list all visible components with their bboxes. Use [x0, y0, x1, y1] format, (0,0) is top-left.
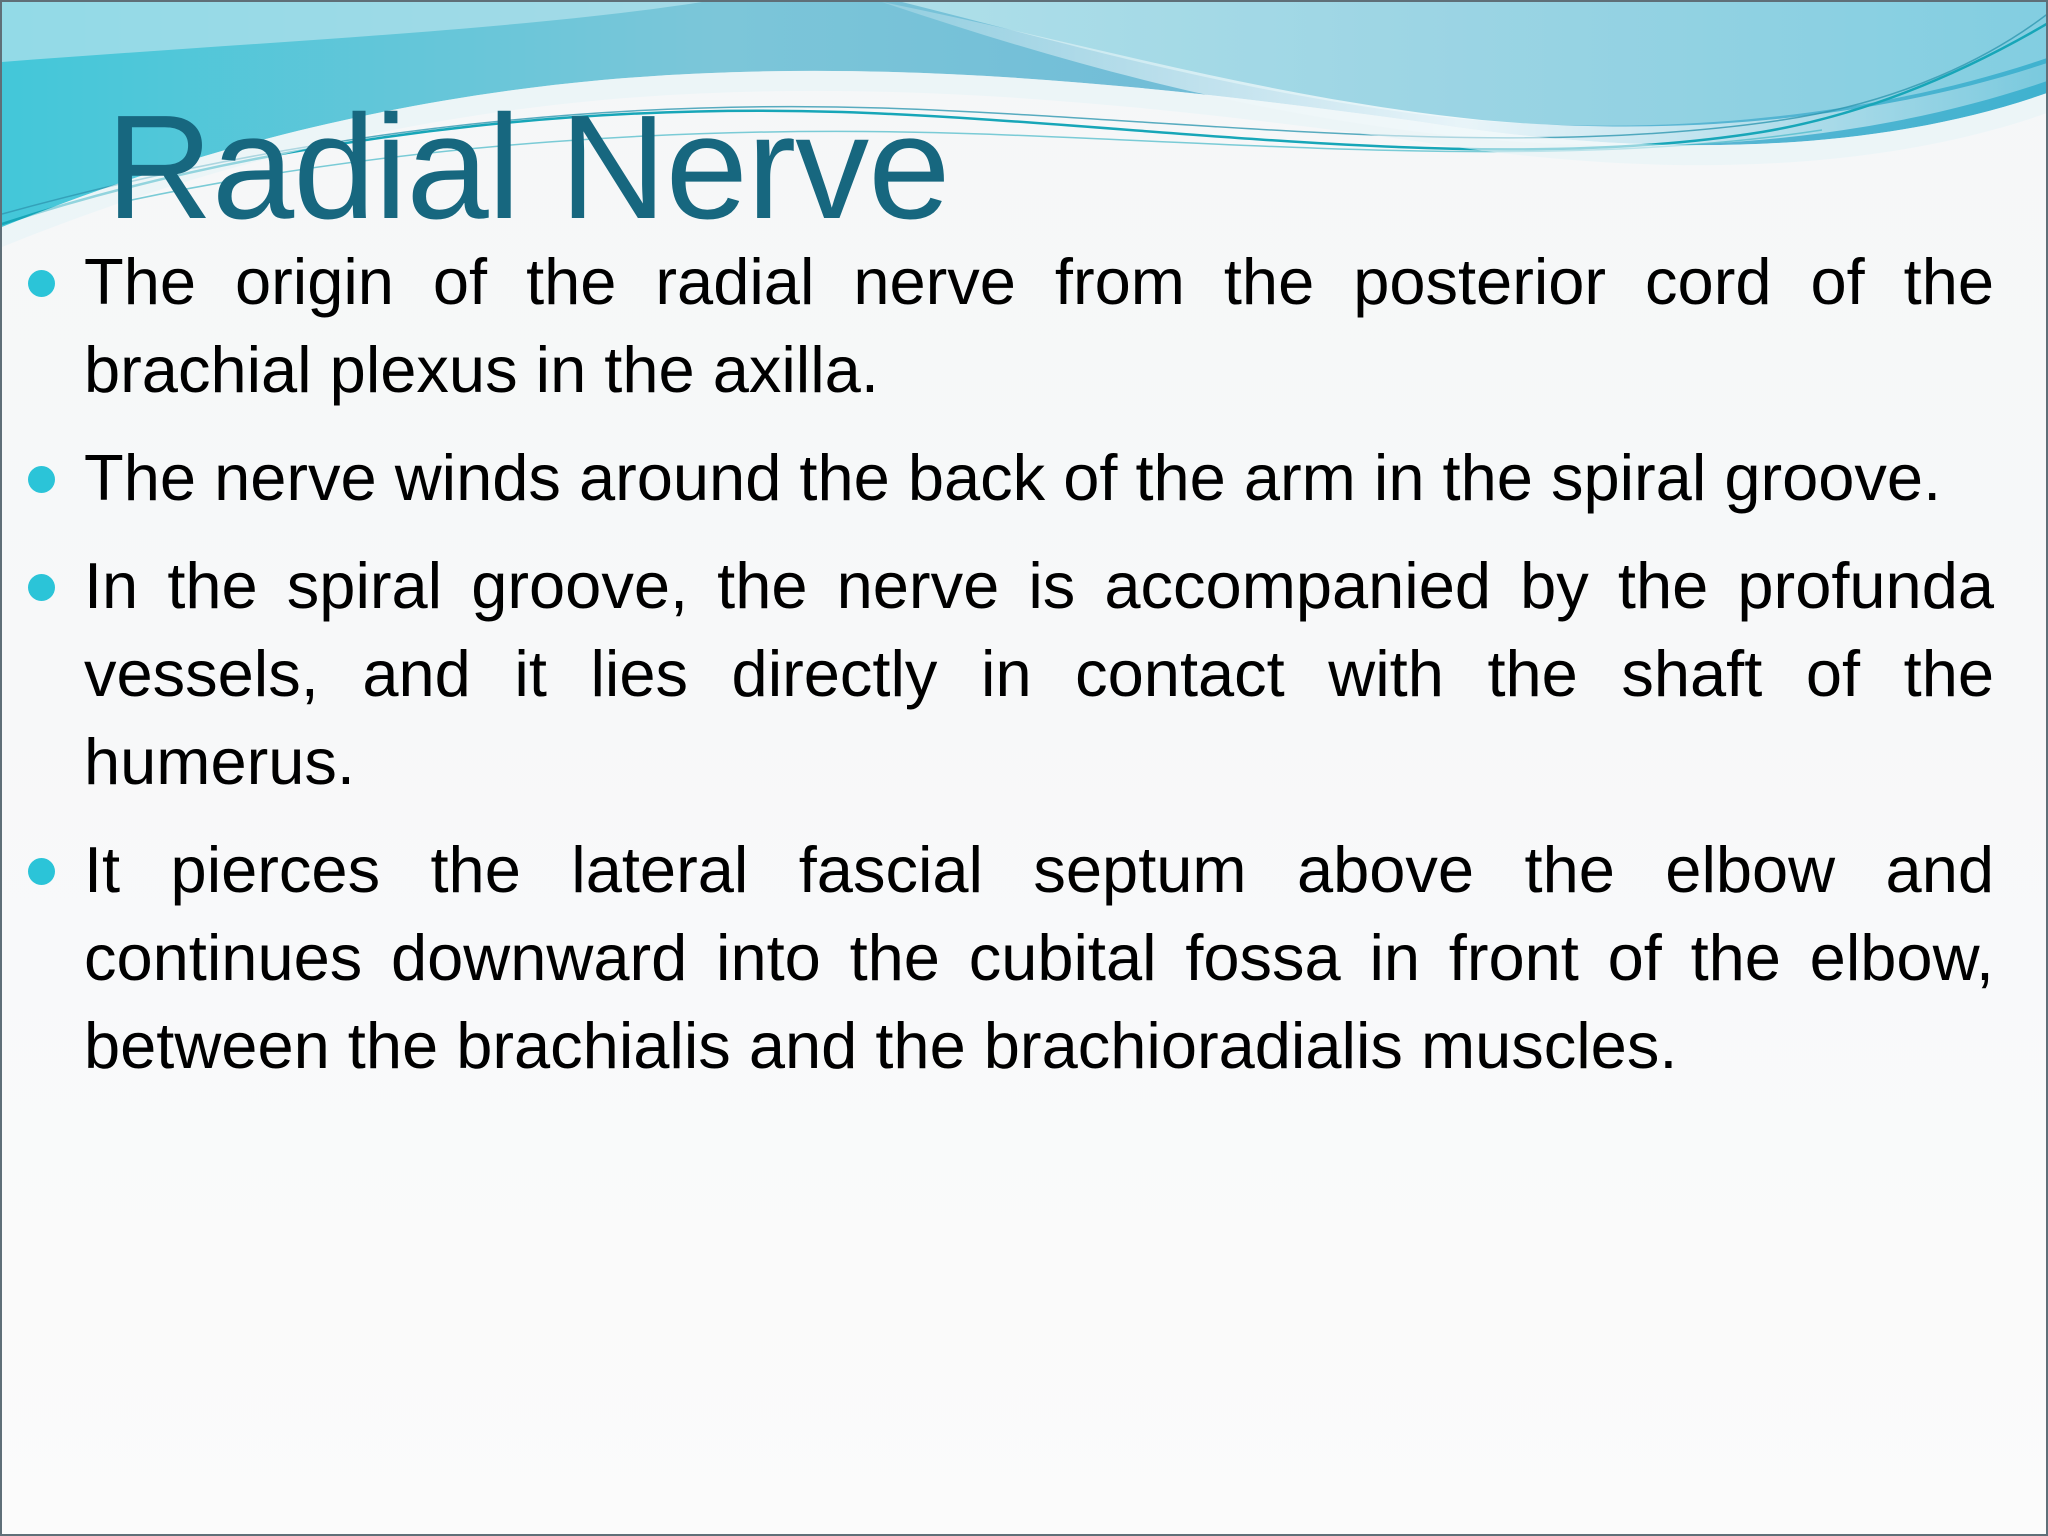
bullet-dot-icon	[28, 574, 55, 601]
bullet-text: In the spiral groove, the nerve is accompanied by the profunda vessels, and it lies directly in contact with the shaft of the humerus.	[84, 549, 1994, 798]
bullet-list	[2, 238, 2048, 1110]
bullet-item	[2, 434, 2048, 522]
bullet-item	[2, 238, 2048, 414]
bullet-text: The origin of the radial nerve from the posterior cord of the brachial plexus in the axilla.	[84, 245, 1994, 406]
bullet-dot-icon	[28, 270, 55, 297]
bullet-text: The nerve winds around the back of the arm in the spiral groove.	[84, 441, 1942, 514]
slide-title: Radial Nerve	[106, 85, 950, 250]
bullet-dot-icon	[28, 858, 55, 885]
bullet-text: It pierces the lateral fascial septum above the elbow and continues downward into the cubital fossa in front of the elbow, between the brachialis and the brachioradialis muscles.	[84, 833, 1994, 1082]
bullet-item	[2, 826, 2048, 1090]
bullet-item	[2, 542, 2048, 806]
bullet-dot-icon	[28, 466, 55, 493]
